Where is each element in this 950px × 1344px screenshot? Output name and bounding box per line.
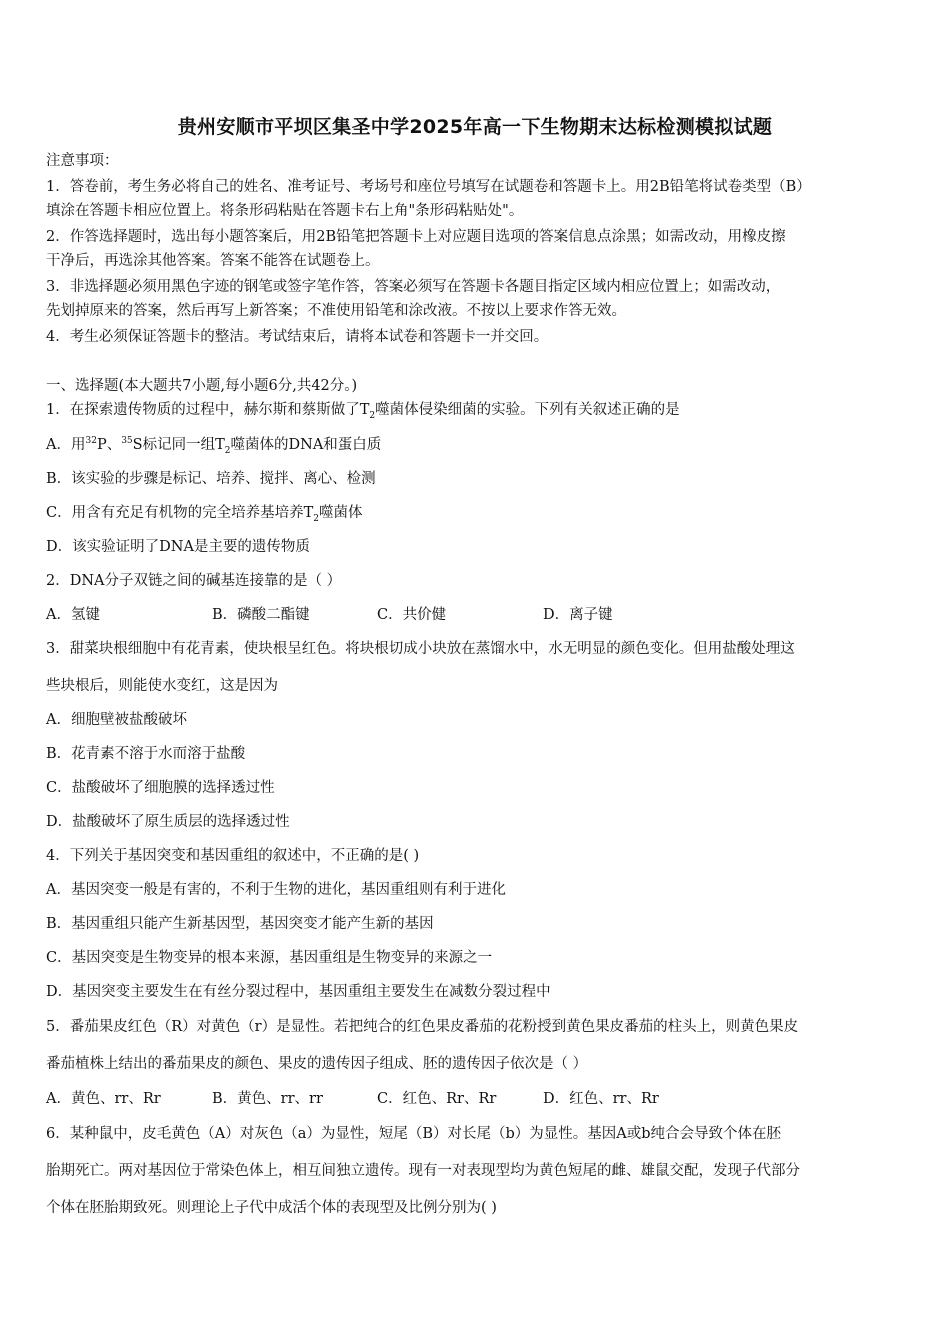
notice-line: 填涂在答题卡相应位置上。将条形码粘贴在答题卡右上角"条形码粘贴处"。 xyxy=(46,203,524,219)
question-3-option-d: D．盐酸破坏了原生质层的选择透过性 xyxy=(46,814,290,830)
question-2-stem: 2．DNA分子双链之间的碱基连接靠的是（ ） xyxy=(46,573,342,589)
question-5-stem-cont: 番茄植株上结出的番茄果皮的颜色、果皮的遗传因子组成、胚的遗传因子依次是（ ） xyxy=(46,1056,588,1072)
notice-line: 干净后，再选涂其他答案。答案不能答在试题卷上。 xyxy=(46,253,380,269)
question-2-option-b: B．磷酸二酯键 xyxy=(212,607,310,623)
question-2-option-c: C．共价健 xyxy=(377,607,447,623)
notice-heading: 注意事项： xyxy=(46,153,119,169)
question-6-stem-cont: 个体在胚胎期致死。则理论上子代中成活个体的表现型及比例分别为( ) xyxy=(46,1200,497,1216)
question-3-option-c: C．盐酸破坏了细胞膜的选择透过性 xyxy=(46,780,275,796)
question-4-option-c: C．基因突变是生物变异的根本来源，基因重组是生物变异的来源之一 xyxy=(46,950,493,966)
question-3-stem: 3．甜菜块根细胞中有花青素，使块根呈红色。将块根切成小块放在蒸馏水中，水无明显的颜色变化。但用盐酸处理这 xyxy=(46,641,795,657)
question-4-option-a: A．基因突变一般是有害的，不利于生物的进化，基因重组则有利于进化 xyxy=(46,882,506,898)
question-4-option-d: D．基因突变主要发生在有丝分裂过程中，基因重组主要发生在减数分裂过程中 xyxy=(46,984,551,1000)
notice-line: 1．答卷前，考生务必将自己的姓名、准考证号、考场号和座位号填写在试题卷和答题卡上。用2B铅笔将试卷类型（B） xyxy=(46,179,811,195)
page-title: 贵州安顺市平坝区集圣中学2025年高一下生物期末达标检测模拟试题 xyxy=(177,116,773,138)
question-5-option-a: A．黄色、rr、Rr xyxy=(46,1091,161,1107)
question-5-option-c: C．红色、Rr、Rr xyxy=(377,1091,497,1107)
notice-line: 3．非选择题必须用黑色字迹的钢笔或签字笔作答，答案必须写在答题卡各题目指定区域内相应位置上；如需改动， xyxy=(46,279,781,295)
notice-line: 先划掉原来的答案，然后再写上新答案；不准使用铅笔和涂改液。不按以上要求作答无效。 xyxy=(46,303,626,319)
question-1-option-c: C．用含有充足有机物的完全培养基培养$T_2$噬菌体 xyxy=(46,505,363,524)
question-5-option-b: B．黄色、rr、rr xyxy=(212,1091,323,1107)
question-3-option-a: A．细胞壁被盐酸破坏 xyxy=(46,712,187,728)
question-3-option-b: B．花青素不溶于水而溶于盐酸 xyxy=(46,746,246,762)
question-2-option-a: A．氢键 xyxy=(46,607,100,623)
question-1-option-d: D．该实验证明了DNA是主要的遗传物质 xyxy=(46,539,310,555)
notice-line: 4．考生必须保证答题卡的整洁。考试结束后，请将本试卷和答题卡一并交回。 xyxy=(46,329,549,345)
question-3-stem-cont: 些块根后，则能使水变红，这是因为 xyxy=(46,678,278,694)
question-5-stem: 5．番茄果皮红色（R）对黄色（r）是显性。若把纯合的红色果皮番茄的花粉授到黄色果皮番茄的柱头上，则黄色果皮 xyxy=(46,1019,799,1035)
notice-line: 2．作答选择题时，选出每小题答案后，用2B铅笔把答题卡上对应题目选项的答案信息点涂黑；如需改动，用橡皮擦 xyxy=(46,229,786,245)
question-4-stem: 4．下列关于基因突变和基因重组的叙述中，不正确的是( ) xyxy=(46,848,420,864)
question-6-stem: 6．某种鼠中，皮毛黄色（A）对灰色（a）为显性，短尾（B）对长尾（b）为显性。基因A或b纯合会导致个体在胚 xyxy=(46,1126,782,1142)
question-2-option-d: D．离子键 xyxy=(543,607,613,623)
question-1-stem: 1．在探索遗传物质的过程中，赫尔斯和蔡斯做了$T_2$噬菌体侵染细菌的实验。下列有关叙述正确的是 xyxy=(46,402,680,421)
section-heading: 一、选择题(本大题共7小题,每小题6分,共42分。) xyxy=(46,378,358,394)
question-1-option-a: A．用$^{32}$P、$^{35}$S标记同一组$T_2$噬菌体的DNA和蛋白质 xyxy=(46,436,382,456)
question-4-option-b: B．基因重组只能产生新基因型，基因突变才能产生新的基因 xyxy=(46,916,434,932)
question-6-stem-cont: 胎期死亡。两对基因位于常染色体上，相互间独立遗传。现有一对表现型均为黄色短尾的雌、雄鼠交配，发现子代部分 xyxy=(46,1163,800,1179)
question-1-option-b: B．该实验的步骤是标记、培养、搅拌、离心、检测 xyxy=(46,471,376,487)
question-5-option-d: D．红色、rr、Rr xyxy=(543,1091,659,1107)
